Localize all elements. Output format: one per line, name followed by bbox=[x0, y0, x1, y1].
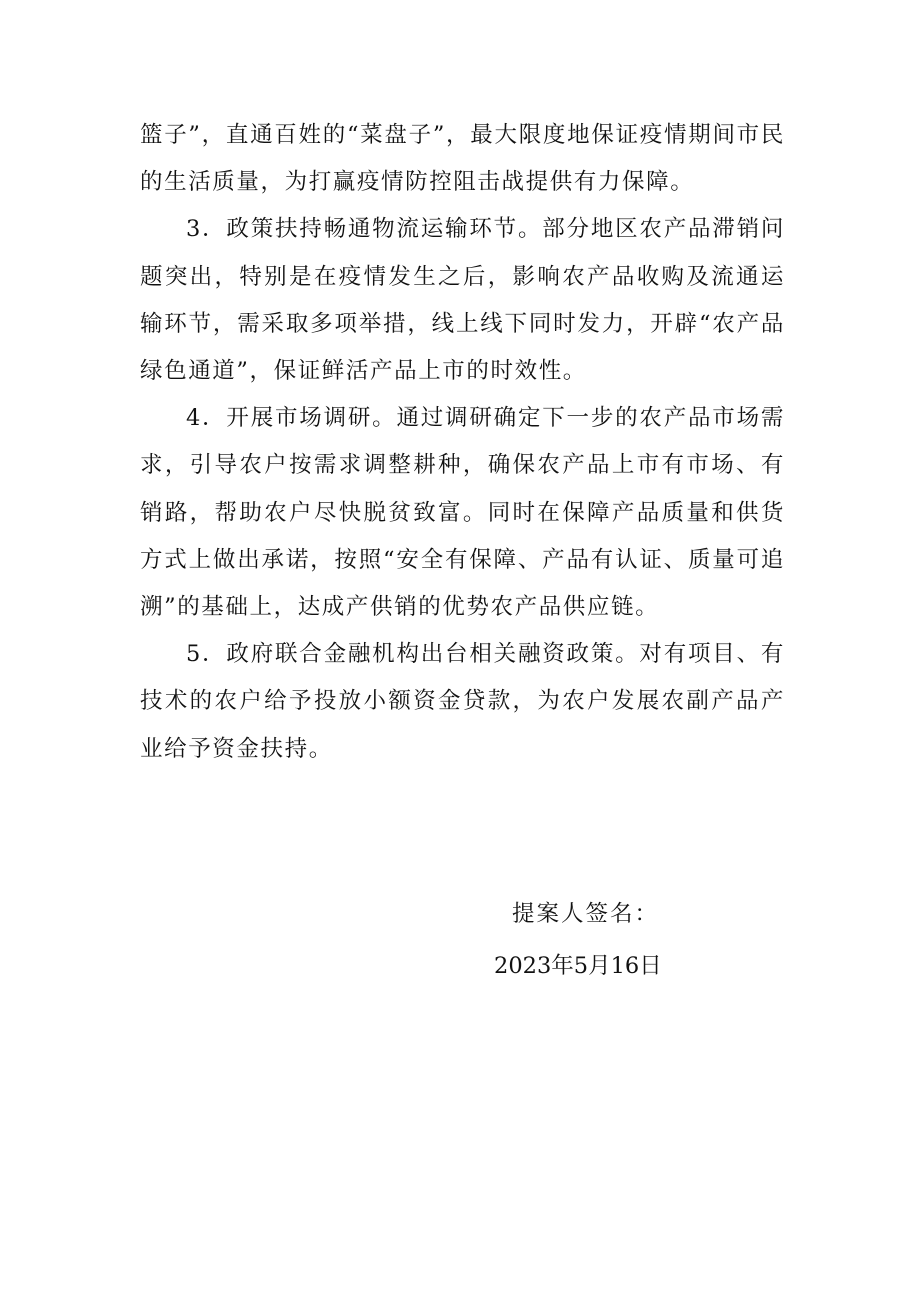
paragraph-continuation: 篮子”，直通百姓的“菜盘子”，最大限度地保证疫情期间市民的生活质量，为打赢疫情防控阻击战提供有力保障。 bbox=[140, 122, 785, 196]
paragraph-item-4: 4．开展市场调研。通过调研确定下一步的农产品市场需求，引导农户按需求调整耕种，确保农产品上市有市场、有销路，帮助农户尽快脱贫致富。同时在保障产品质量和供货方式上做出承诺，按照“安全有保障、产品有认证、质量可追溯”的基础上，达成产供销的优势农产品供应链。 bbox=[140, 405, 785, 621]
paragraph-item-3: 3．政策扶持畅通物流运输环节。部分地区农产品滞销问题突出，特别是在疫情发生之后，影响农产品收购及流通运输环节，需采取多项举措，线上线下同时发力，开辟“农产品绿色通道”，保证鲜活产品上市的时效性。 bbox=[140, 216, 785, 385]
paragraph-item-5: 5．政府联合金融机构出台相关融资政策。对有项目、有技术的农户给予投放小额资金贷款，为农户发展农副产品产业给予资金扶持。 bbox=[140, 641, 785, 762]
signature-label: 提案人签名： bbox=[512, 901, 660, 927]
document-body bbox=[140, 112, 785, 773]
signature-date: 2023年5月16日 bbox=[494, 953, 662, 979]
